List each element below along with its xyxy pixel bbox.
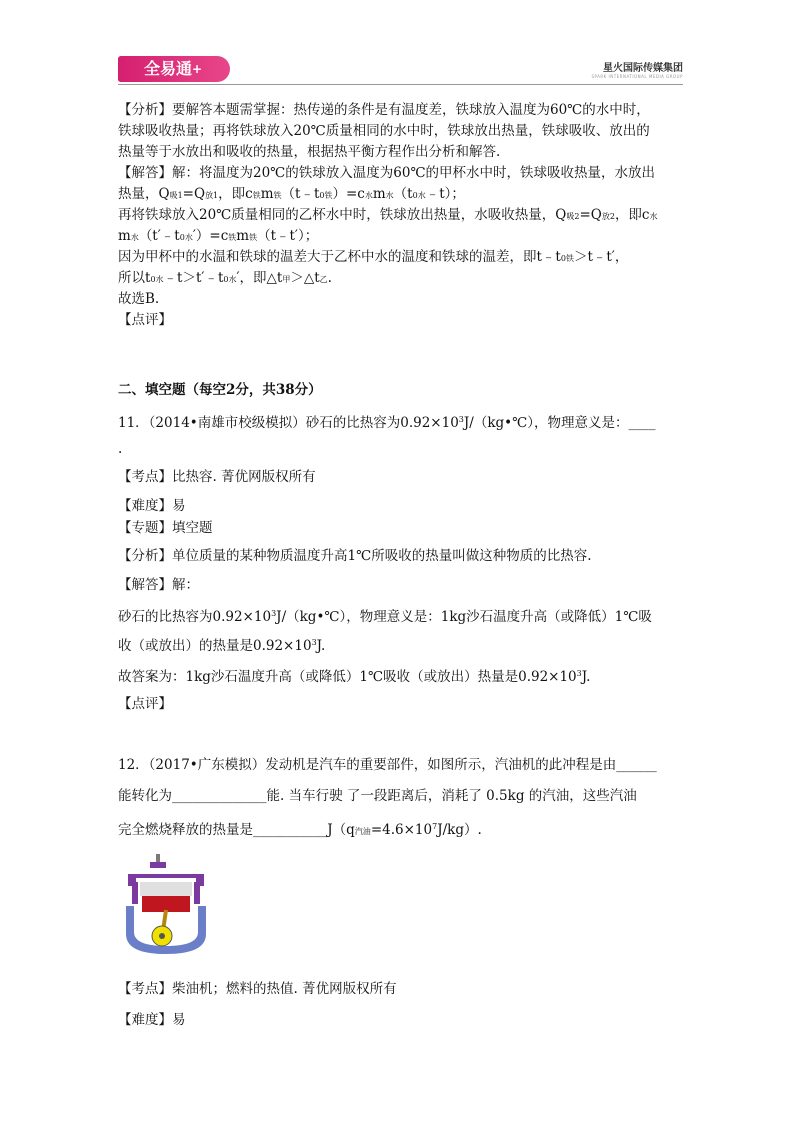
text-fragment: J/（kg•℃），物理意义是：____ — [463, 415, 656, 431]
text-fragment: =Q — [579, 207, 602, 223]
q10-solution-line — [118, 269, 332, 289]
text-fragment: 铁 — [252, 191, 261, 200]
q11-solution-head: 【解答】解： — [118, 577, 199, 593]
q11-comment: 【点评】 — [118, 696, 172, 712]
logo-text: 全易通 — [144, 59, 193, 78]
q11-solution-line — [118, 634, 325, 655]
text-fragment: 铁 — [273, 191, 282, 200]
text-fragment: ﹣t）； — [425, 186, 465, 202]
publisher-brand — [591, 59, 683, 79]
q12-stem-line: 12．（2017•广东模拟）发动机是汽车的重要部件，如图所示，汽油机的此冲程是由______ — [118, 757, 657, 773]
text-fragment: 收（或放出）的热量是0.92×10 — [118, 638, 312, 654]
text-fragment: 汽油 — [354, 827, 371, 836]
q12-stem-line — [118, 818, 482, 841]
text-fragment: ）=c — [332, 186, 365, 202]
text-fragment: 3 — [311, 638, 317, 647]
q11-kaodian: 【考点】比热容. 菁优网版权所有 — [118, 469, 316, 485]
text-fragment: 3 — [458, 415, 464, 424]
text-fragment: J. — [316, 638, 326, 654]
engine-stroke-figure — [122, 852, 210, 956]
q10-solution-line — [118, 248, 628, 268]
q10-analysis-line: 热量等于水放出和吸收的热量，根据热平衡方程作出分析和解答. — [118, 144, 501, 160]
q11-stem — [118, 411, 656, 432]
q12-difficulty: 【难度】易 — [118, 1012, 186, 1028]
text-fragment: =4.6×10 — [370, 822, 433, 838]
text-fragment: （t﹣t′）； — [257, 228, 319, 244]
header-divider — [118, 84, 683, 85]
q10-answer: 故选B. — [118, 291, 160, 307]
text-fragment: 完全燃烧释放的热量是___________J（q — [118, 822, 355, 838]
q12-kaodian: 【考点】柴油机；燃料的热值. 菁优网版权所有 — [118, 981, 397, 997]
text-fragment: 3 — [576, 669, 582, 678]
q11-stem-end: . — [118, 441, 123, 457]
text-fragment: 放1 — [205, 191, 219, 200]
text-fragment: （t — [393, 186, 413, 202]
section-title: 二、填空题（每空2分，共38分） — [118, 382, 322, 398]
text-fragment: ′，即△t — [236, 270, 283, 286]
q11-answer — [118, 665, 590, 686]
q10-solution-line — [118, 206, 658, 226]
text-fragment: 11．（2014•南雄市校级模拟）砂石的比热容为0.92×10 — [118, 415, 459, 431]
text-fragment: 水 — [364, 191, 373, 200]
text-fragment: 再将铁球放入20℃质量相同的乙杯水中时，铁球放出热量，水吸收热量，Q — [118, 207, 567, 223]
q10-solution-line — [118, 227, 318, 247]
page-header — [118, 56, 683, 84]
q10-solution-line: 【解答】解：将温度为20℃的铁球放入温度为60℃的甲杯水中时，铁球吸收热量，水放出 — [118, 165, 656, 181]
q11-difficulty: 【难度】易 — [118, 498, 186, 514]
text-fragment: ＞t﹣t′， — [573, 249, 629, 265]
text-fragment: . — [327, 270, 332, 286]
text-fragment: m — [236, 228, 250, 244]
text-fragment: 热量，Q — [118, 186, 170, 202]
text-fragment: J. — [581, 669, 591, 685]
q10-analysis-line: 铁球吸收热量；再将铁球放入20℃质量相同的水中时，铁球放出热量，铁球吸收、放出的 — [118, 123, 650, 139]
text-fragment: 0水 — [179, 233, 193, 242]
text-fragment: =Q — [182, 186, 206, 202]
text-fragment: 放2 — [601, 212, 615, 221]
text-fragment: 吸1 — [169, 191, 183, 200]
text-fragment: J/（kg•℃），物理意义是：1kg沙石温度升高（或降低）1℃吸 — [276, 609, 652, 625]
text-fragment: 3 — [271, 609, 277, 618]
q11-solution-line — [118, 605, 652, 626]
text-fragment: 0铁 — [319, 191, 333, 200]
text-fragment: 因为甲杯中的水温和铁球的温差大于乙杯中水的温度和铁球的温差，即t﹣t — [118, 249, 561, 265]
q11-analysis: 【分析】单位质量的某种物质温度升高1℃所吸收的热量叫做这种物质的比热容. — [118, 548, 592, 564]
text-fragment: m — [118, 228, 131, 244]
text-fragment: J/kg）. — [437, 822, 482, 838]
logo-plus: + — [192, 62, 203, 76]
text-fragment: 0水 — [412, 191, 426, 200]
text-fragment: ，即c — [614, 207, 650, 223]
q10-solution-line — [118, 185, 465, 205]
text-fragment: 铁 — [249, 233, 258, 242]
piston — [142, 896, 190, 912]
text-fragment: 铁 — [228, 233, 237, 242]
q10-analysis-line: 【分析】要解答本题需掌握：热传递的条件是有温度差，铁球放入温度为60℃的水中时， — [118, 102, 650, 118]
text-fragment: ＞△t — [290, 270, 320, 286]
text-fragment: 水 — [130, 233, 139, 242]
text-fragment: ﹣t＞t′﹣t — [163, 270, 224, 286]
text-fragment: 吸2 — [566, 212, 580, 221]
text-fragment: 砂石的比热容为0.92×10 — [118, 609, 272, 625]
publisher-name-en: SPARK INTERNATIONAL MEDIA GROUP — [591, 74, 683, 79]
q12-stem-line: 能转化为______________能. 当车行驶 了一段距离后，消耗了 0.5kg 的汽油，这些汽油 — [118, 788, 637, 804]
text-fragment: 水 — [385, 191, 394, 200]
text-fragment: 0水 — [223, 275, 237, 284]
text-fragment: （t′﹣t — [138, 228, 180, 244]
q10-comment: 【点评】 — [118, 312, 172, 328]
text-fragment: 7 — [432, 822, 438, 831]
text-fragment: 0铁 — [560, 254, 574, 263]
text-fragment: 水 — [649, 212, 658, 221]
text-fragment: 故答案为：1kg沙石温度升高（或降低）1℃吸收（或放出）热量是0.92×10 — [118, 669, 577, 685]
text-fragment: 乙 — [319, 275, 328, 284]
text-fragment: m — [260, 186, 274, 202]
text-fragment: ，即c — [218, 186, 253, 202]
publisher-name: 星火国际传媒集团 — [603, 63, 683, 74]
text-fragment: m — [372, 186, 386, 202]
text-fragment: 甲 — [282, 275, 291, 284]
text-fragment: （t﹣t — [281, 186, 320, 202]
brand-logo — [118, 56, 230, 82]
text-fragment: 0水 — [150, 275, 164, 284]
q11-topic: 【专题】填空题 — [118, 520, 213, 536]
text-fragment: 所以t — [118, 270, 151, 286]
text-fragment: ′）=c — [192, 228, 229, 244]
